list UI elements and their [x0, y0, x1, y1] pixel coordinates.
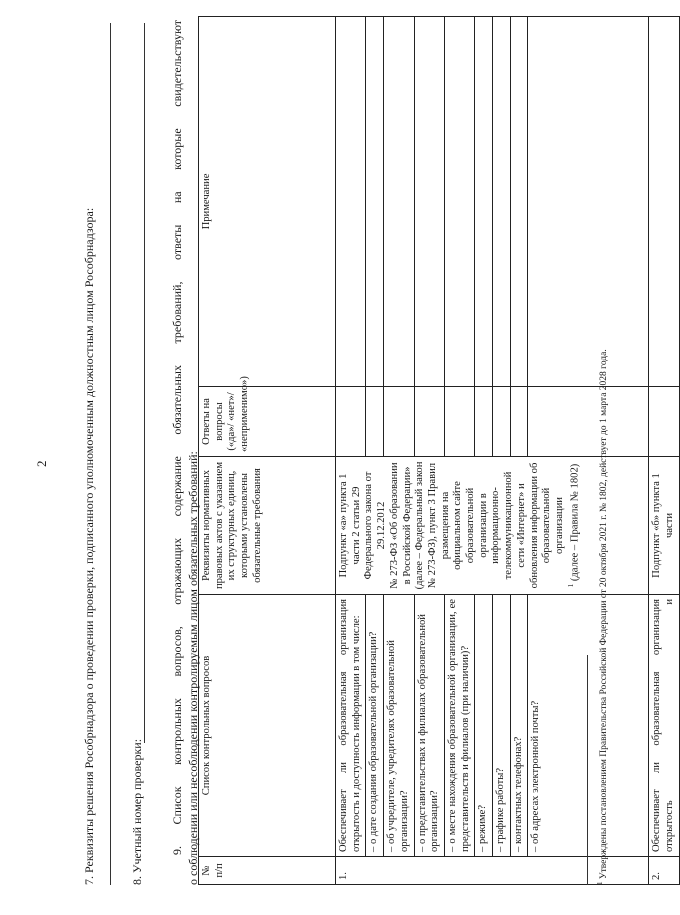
table-row	[493, 17, 511, 885]
footnote-reference: 1	[566, 583, 575, 588]
footnote-mark: 1	[596, 881, 604, 885]
section-7-fill-line	[110, 23, 111, 885]
section-9-text-line2: о соблюдении или несоблюдении контролируемым лицом обязательных требований:	[186, 451, 200, 885]
row1-answer-main	[336, 387, 366, 457]
table-row	[510, 17, 528, 885]
footnote-separator	[587, 655, 588, 885]
row1-question-sub7: – контактных телефонах?	[510, 595, 528, 857]
note-cell	[444, 17, 474, 387]
header-num: № п/п	[199, 857, 336, 885]
answer-cell	[528, 387, 649, 457]
row1-note-main	[336, 17, 366, 387]
table-header-row	[199, 17, 336, 885]
answer-cell	[414, 387, 444, 457]
table-row	[649, 17, 679, 885]
section-8-fill-line	[144, 23, 145, 743]
header-answers: Ответы на вопросы («да»/ «нет»/ «неприменимо»)	[199, 387, 336, 457]
row1-num: 1.	[336, 857, 649, 885]
note-cell	[510, 17, 528, 387]
row1-question-sub4: – о месте нахождения образовательной организации, ее представительств и филиалов (при наличии)?	[444, 595, 474, 857]
note-cell	[384, 17, 414, 387]
header-notes: Примечание	[199, 17, 336, 387]
row1-act-3: (далее – Федеральный закон № 273-ФЗ), пункт 3 Правил размещения на официальном сайте образовательной организации в информационно-телекоммуникационной сети «Интернет» и обновления информации об образовательной организации	[414, 461, 565, 590]
row2-num: 2.	[649, 857, 679, 885]
answer-cell	[493, 387, 511, 457]
section-7-text: 7. Реквизиты решения Рособрнадзора о проведении проверки, подписанного уполномоченным должностным лицом Рособрнадзора:	[82, 207, 96, 885]
row1-question-sub8: – об адресах электронной почты?	[528, 595, 649, 857]
table-row	[528, 17, 649, 885]
note-cell	[366, 17, 384, 387]
table-row	[384, 17, 414, 885]
row1-act-1: Подпункт «а» пункта 1 части 2 статьи 29 Федерального закона от 29.12.2012	[338, 471, 388, 580]
answer-cell	[649, 387, 679, 457]
answer-cell	[384, 387, 414, 457]
page-number: 2	[34, 460, 49, 467]
row1-question-sub5: – режиме?	[475, 595, 493, 857]
note-cell	[414, 17, 444, 387]
table-row	[444, 17, 474, 885]
note-cell	[493, 17, 511, 387]
row1-act-4	[567, 461, 582, 590]
answer-cell	[444, 387, 474, 457]
note-cell	[528, 17, 649, 387]
footnote-text: Утверждены постановлением Правительства Российской Федерации от 20 октября 2021 г. № 1802, действует до 1 марта 2028 года.	[599, 349, 610, 880]
answer-cell	[475, 387, 493, 457]
footnote	[596, 349, 609, 885]
answer-cell	[510, 387, 528, 457]
section-8-text: 8. Учетный номер проверки:	[130, 738, 144, 885]
row1-question-sub2: – об учредителе, учредителях образовательной организации?	[384, 595, 414, 857]
row1-act-4-text: (далее – Правила № 1802)	[569, 463, 581, 584]
row1-question-sub3: – о представительствах и филиалах образовательной организации?	[414, 595, 444, 857]
answer-cell	[366, 387, 384, 457]
table-row	[414, 17, 444, 885]
note-cell	[475, 17, 493, 387]
row1-question-sub1: – о дате создания образовательной организации?	[366, 595, 384, 857]
row1-question-sub6: – графике работы?	[493, 595, 511, 857]
header-questions: Список контрольных вопросов	[199, 595, 336, 857]
row2-question: Обеспечивает ли образовательная организация открытость и	[649, 595, 679, 857]
header-acts: Реквизиты нормативных правовых актов с указанием их структурных единиц, которыми установлены обязательные требования	[199, 457, 336, 595]
row1-question-main: Обеспечивает ли образовательная организация открытость и доступность информации в том числе:	[336, 595, 366, 857]
section-9-text-line1: 9. Список контрольных вопросов, отражающих содержание обязательных требований, ответы на которые свидетельствуют	[170, 20, 184, 855]
note-cell	[649, 17, 679, 387]
row2-act: Подпункт «б» пункта 1 части	[649, 457, 679, 595]
row1-act-2: № 273-ФЗ «Об образовании в Российской Федерации»	[388, 462, 413, 589]
table-row	[475, 17, 493, 885]
table-row	[336, 17, 366, 885]
table-row	[366, 17, 384, 885]
